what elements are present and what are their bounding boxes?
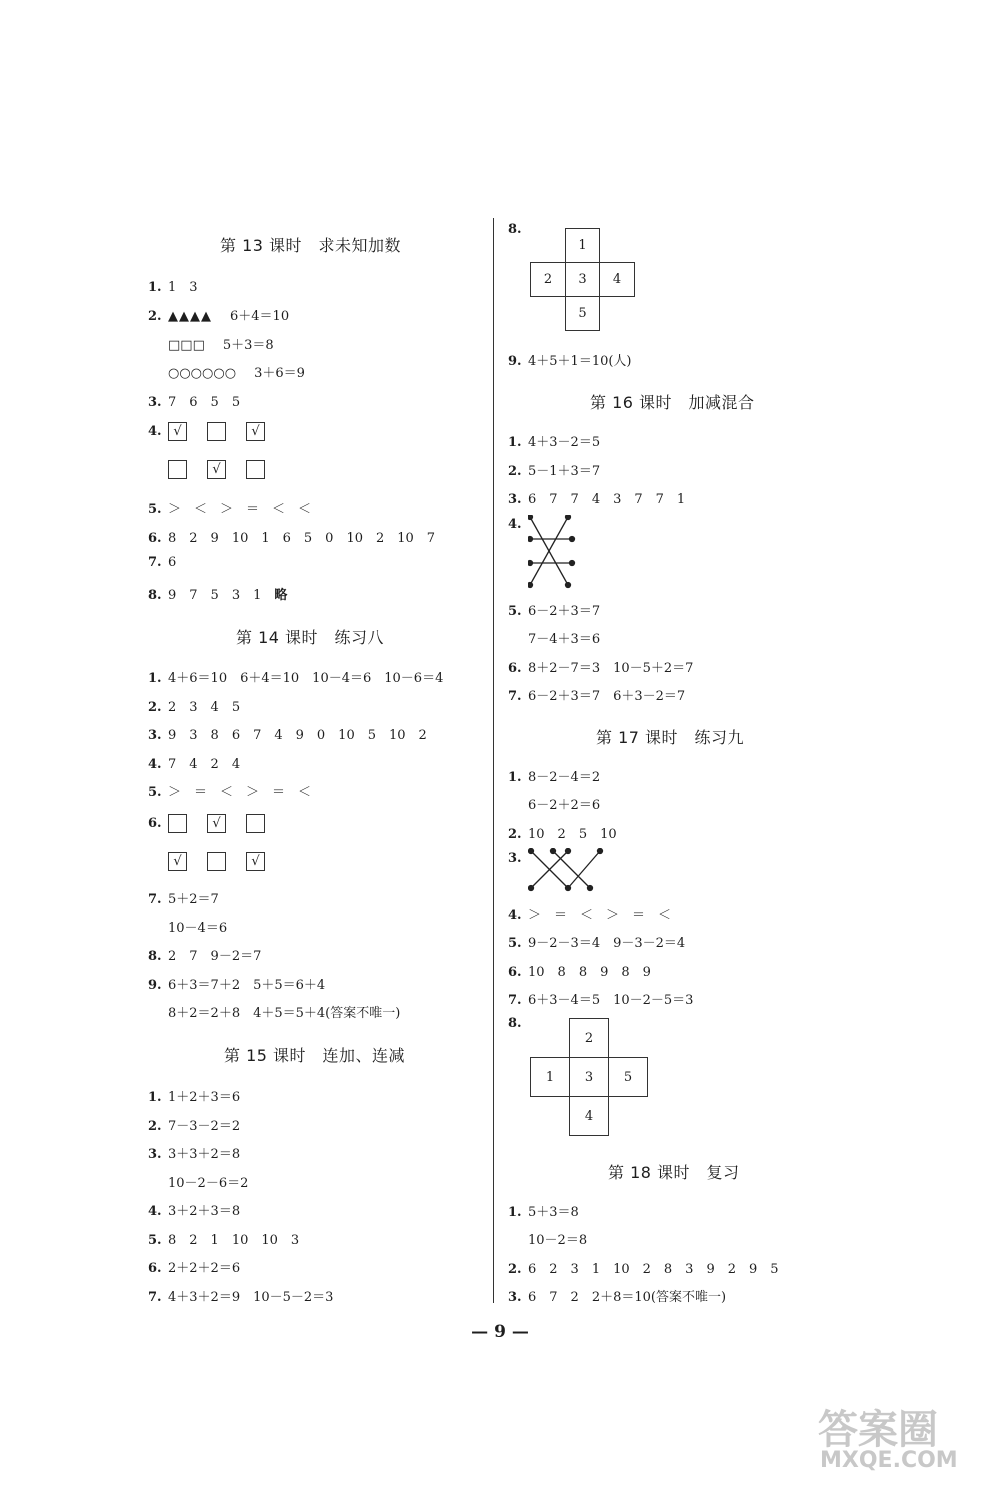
answer-line: 7. 4＋3＋2＝9 10－5－2＝3: [148, 1290, 334, 1305]
check-box: √: [246, 422, 265, 441]
answer-line: 3. 6 7 2 2＋8＝10(答案不唯一): [508, 1290, 727, 1305]
answer-line: [168, 460, 285, 479]
square-shapes: □□□: [168, 338, 205, 353]
answer-line: 7－4＋3＝6: [528, 632, 601, 647]
answer-line: 1. 5＋3＝8: [508, 1205, 579, 1220]
answer-line: 7. 5＋2＝7: [148, 892, 219, 907]
answer-line: 10－4＝6: [168, 921, 228, 936]
lesson-15-title: 第 15 课时 连加、连减: [224, 1046, 406, 1065]
answer-line: 5. 8 2 1 10 10 3: [148, 1233, 300, 1248]
check-box: [207, 422, 226, 441]
answer-line: 3. 7 6 5 5: [148, 395, 241, 410]
answer-line: 2. 7－3－2＝2: [148, 1119, 241, 1134]
answer-line: ○○○○○○ 3＋6＝9: [168, 366, 305, 381]
answer-line: 3.: [508, 851, 522, 866]
answer-line: 3. 6 7 7 4 3 7 7 1: [508, 492, 686, 507]
answer-line: 1. 1＋2＋3＝6: [148, 1090, 241, 1105]
net-cell: 5: [608, 1057, 648, 1097]
check-box: [207, 852, 226, 871]
matching-lines-diagram: [528, 848, 608, 892]
lesson-13-title: 第 13 课时 求未知加数: [220, 236, 402, 255]
lesson-16-title: 第 16 课时 加减混合: [590, 393, 755, 412]
net-cell: 1: [565, 228, 600, 263]
answer-line: 5. ＞ ＝ ＜ ＞ ＝ ＜: [148, 785, 312, 800]
answer-line: 4. 7 4 2 4: [148, 757, 241, 772]
check-box: [168, 814, 187, 833]
answer-line: 5. ＞ ＜ ＞ ＝ ＜ ＜: [148, 502, 312, 517]
lesson-17-title: 第 17 课时 练习九: [596, 728, 745, 747]
check-box: [246, 460, 265, 479]
answer-line: 8. 2 7 9－2＝7: [148, 949, 262, 964]
answer-line: 8.: [508, 222, 522, 237]
net-cell: 1: [530, 1057, 570, 1097]
net-cell: 4: [569, 1096, 609, 1136]
net-cell: 3: [565, 262, 600, 297]
answer-line: 8. 9 7 5 3 1 略: [148, 588, 288, 603]
answer-line: 6. 10 8 8 9 8 9: [508, 965, 651, 980]
answer-line: 6－2＋2＝6: [528, 798, 601, 813]
net-cell: 5: [565, 296, 600, 331]
answer-line: 5. 6－2＋3＝7: [508, 604, 601, 619]
answer-line: 10－2＝8: [528, 1233, 588, 1248]
net-cell: 4: [599, 262, 635, 297]
answer-line: 6. 8＋2－7＝3 10－5＋2＝7: [508, 661, 694, 676]
check-box: √: [207, 814, 226, 833]
watermark-url: MXQE.COM: [820, 1448, 958, 1473]
answer-line: 9. 6＋3＝7＋2 5＋5＝6＋4: [148, 978, 326, 993]
answer-line: 2. 2 3 4 5: [148, 700, 241, 715]
answer-line: 4.: [508, 517, 522, 532]
check-box: √: [168, 852, 187, 871]
check-box: √: [168, 422, 187, 441]
answer-line: 2. ▲▲▲▲ 6＋4＝10: [148, 309, 290, 324]
answer-line: 8.: [508, 1016, 522, 1031]
answer-line: 1. 8－2－4＝2: [508, 770, 601, 785]
answer-line: 7. 6: [148, 555, 177, 570]
answer-line: 7. 6＋3－4＝5 10－2－5＝3: [508, 993, 694, 1008]
net-cell: 2: [569, 1018, 609, 1058]
answer-line: 6. 8 2 9 10 1 6 5 0 10 2 10 7: [148, 531, 436, 546]
check-box: [246, 814, 265, 833]
answer-line: 10－2－6＝2: [168, 1176, 249, 1191]
answer-line: 8＋2＝2＋8 4＋5＝5＋4(答案不唯一): [168, 1006, 401, 1021]
answer-line: 1. 1 3: [148, 280, 198, 295]
answer-line: 3. 9 3 8 6 7 4 9 0 10 5 10 2: [148, 728, 427, 743]
answer-line: 2. 10 2 5 10: [508, 827, 617, 842]
answer-line: 4. √ √: [148, 422, 285, 441]
answer-line: [168, 852, 285, 871]
answer-line: 2. 6 2 3 1 10 2 8 3 9 2 9 5: [508, 1262, 779, 1277]
lesson-14-title: 第 14 课时 练习八: [236, 628, 385, 647]
check-box: √: [207, 460, 226, 479]
answer-line: 4. ＞ ＝ ＜ ＞ ＝ ＜: [508, 908, 672, 923]
answer-line: 6. 2＋2＋2＝6: [148, 1261, 241, 1276]
answer-line: 7. 6－2＋3＝7 6＋3－2＝7: [508, 689, 686, 704]
check-box: √: [246, 852, 265, 871]
answer-line: 9. 4＋5＋1＝10(人): [508, 354, 632, 369]
answer-line: 5. 9－2－3＝4 9－3－2＝4: [508, 936, 686, 951]
column-divider: [493, 218, 494, 1303]
answer-line: 4. 3＋2＋3＝8: [148, 1204, 241, 1219]
answer-line: 2. 5－1＋3＝7: [508, 464, 601, 479]
net-cell: 2: [530, 262, 566, 297]
answer-line: 6. √: [148, 814, 285, 833]
circle-shapes: ○○○○○○: [168, 366, 237, 381]
lesson-18-title: 第 18 课时 复习: [608, 1163, 740, 1182]
net-cell: 3: [569, 1057, 609, 1097]
check-box: [168, 460, 187, 479]
answer-line: 1. 4＋3－2＝5: [508, 435, 601, 450]
answer-line: 1. 4＋6＝10 6＋4＝10 10－4＝6 10－6＝4: [148, 671, 444, 686]
matching-lines-diagram: [528, 515, 578, 589]
page-number: — 9 —: [471, 1322, 529, 1342]
answer-line: 3. 3＋3＋2＝8: [148, 1147, 241, 1162]
triangle-shapes: ▲▲▲▲: [168, 309, 212, 324]
watermark-logo: 答案圈: [818, 1407, 938, 1453]
answer-line: □□□ 5＋3＝8: [168, 338, 274, 353]
